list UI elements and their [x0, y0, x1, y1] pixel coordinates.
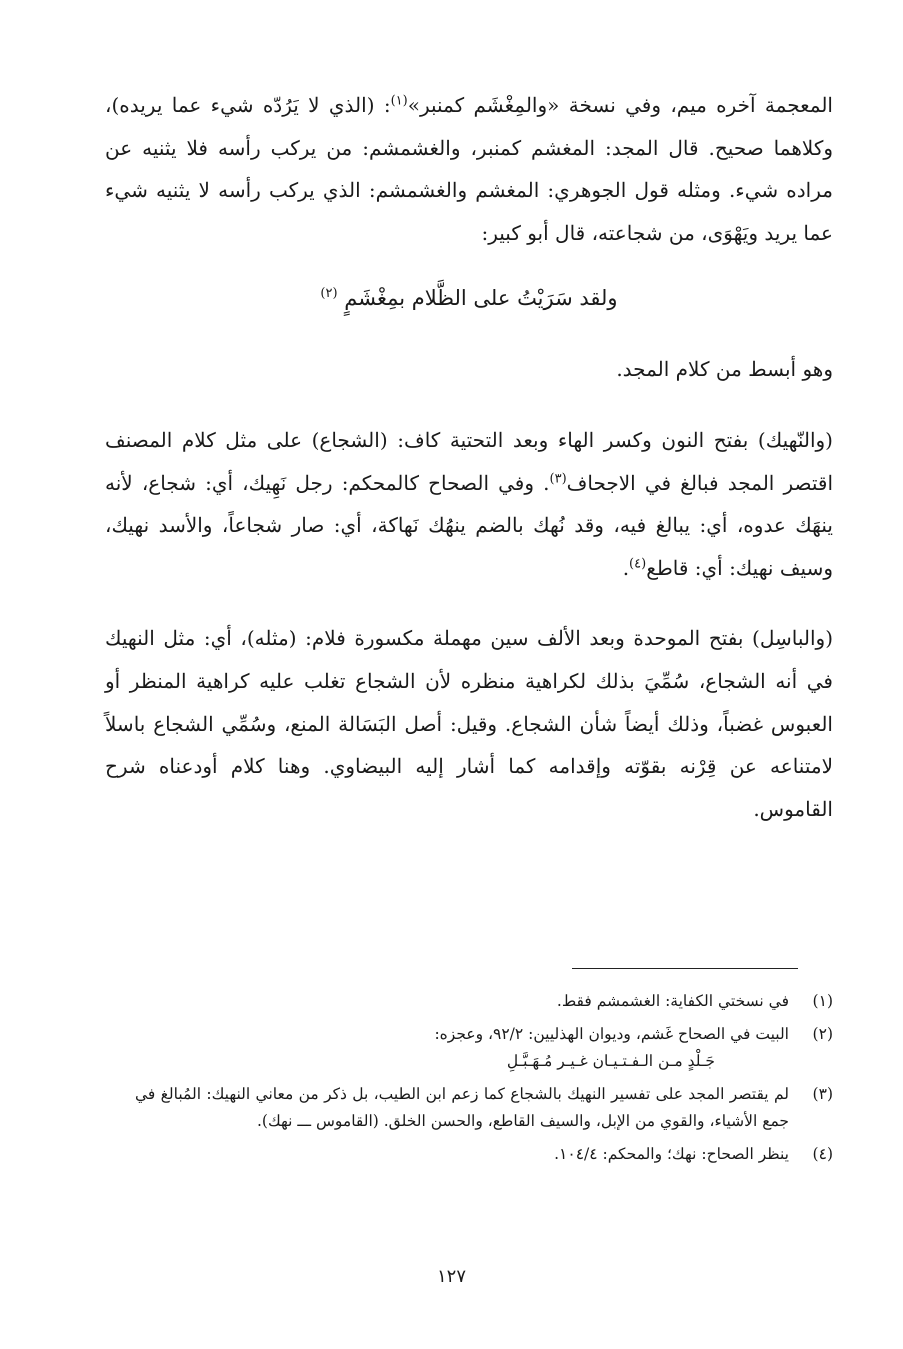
- main-text: [105, 84, 833, 830]
- paragraph-1: [105, 84, 833, 254]
- footnote-number: (٤): [812, 1145, 833, 1163]
- paragraph-3-end: .: [622, 555, 630, 580]
- paragraph-1-text: المعجمة آخره ميم، وفي نسخة «والمِغْشَم كمنبر»: [407, 93, 833, 117]
- footnote-body: [135, 1021, 789, 1075]
- footnotes: [135, 988, 833, 1174]
- footnote-2: [135, 1021, 833, 1075]
- footnote-divider: [572, 968, 798, 969]
- verse-text: ولقد سَرَيْتُ على الظَّلام بمِغْشَمٍ: [344, 286, 618, 311]
- page-number: ١٢٧: [436, 1266, 466, 1287]
- paragraph-3: [105, 419, 833, 589]
- footnote-number: (١): [812, 992, 833, 1010]
- footnote-ref-4[interactable]: (٤): [629, 556, 647, 572]
- footnote-4: [135, 1141, 833, 1168]
- paragraph-2: وهو أبسط من كلام المجد.: [616, 357, 833, 382]
- paragraph-1-rest: : (الذي لا يَرُدّه شيء عما يريده)، وكلاهما صحيح. قال المجد: المغشم كمنبر، والغشمشم: من يركب رأسه فلا يثنيه عن مراده شيء. ومثله قول الجوهري: المغشم والغشمشم: الذي يركب رأسه لا يثنيه شيء عما يريد ويَهْوَى، من شجاعته، قال أبو كبير:: [105, 93, 833, 245]
- footnote-1: [135, 988, 833, 1015]
- footnote-ref-1[interactable]: (١): [390, 93, 408, 109]
- footnote-number: (٢): [812, 1025, 833, 1043]
- footnote-text: ينظر الصحاح: نهك؛ والمحكم: ١٠٤/٤.: [554, 1145, 789, 1163]
- footnote-text: في نسختي الكفاية: الغشمشم فقط.: [556, 992, 789, 1010]
- verse-line: [105, 276, 833, 320]
- footnote-ref-3[interactable]: (٣): [549, 470, 567, 486]
- paragraph-3-rest: . وفي الصحاح كالمحكم: رجل نَهِيك، أي: شجاع، لأنه ينهَك عدوه، أي: يبالغ فيه، وقد نُهك بالضم ينهُك نَهاكة، أي: صار شجاعاً، والأسد نهيك، وسيف نهيك: أي: قاطع: [105, 470, 833, 580]
- paragraph-3-text: (والنّهيك) بفتح النون وكسر الهاء وبعد التحتية كاف: (الشجاع) على مثل كلام المصنف اقتصر المجد فبالغ في الاجحاف: [105, 427, 833, 495]
- footnote-number: (٣): [812, 1085, 833, 1103]
- footnote-text: لم يقتصر المجد على تفسير النهيك بالشجاع كما زعم ابن الطيب، بل ذكر من معاني النهيك: المُبالغ في جمع الأشياء، والقوي من الإبل، والسيف القاطع، والحسن الخلق. (القاموس ـــ نهك).: [135, 1085, 789, 1130]
- footnote-3: [135, 1081, 833, 1135]
- footnote-text: البيت في الصحاح غَشم، وديوان الهذليين: ٩٢/٢، وعجزه:: [434, 1025, 789, 1043]
- footnote-ref-2[interactable]: (٢): [320, 286, 338, 302]
- paragraph-4: (والباسِل) بفتح الموحدة وبعد الألف سين مهملة مكسورة فلام: (مثله)، أي: مثل النهيك في أنه الشجاع، سُمِّيَ بذلك لكراهية منظره لأن الشجاع تغلب عليه كراهية المنظر أو العبوس غضباً، وذلك أيضاً شأن الشجاع. وقيل: أصل البَسَالة المنع، وسُمِّي الشجاع باسلاً لامتناعه عن قِرْنه بقوّته وإقدامه كما أشار إليه البيضاوي. وهنا كلام أودعناه شرح القاموس.: [105, 626, 833, 821]
- footnote-verse: جَـلْدٍ مـن الـفـتـيـان غـيـر مُـهَـبَّـلِ: [506, 1052, 715, 1070]
